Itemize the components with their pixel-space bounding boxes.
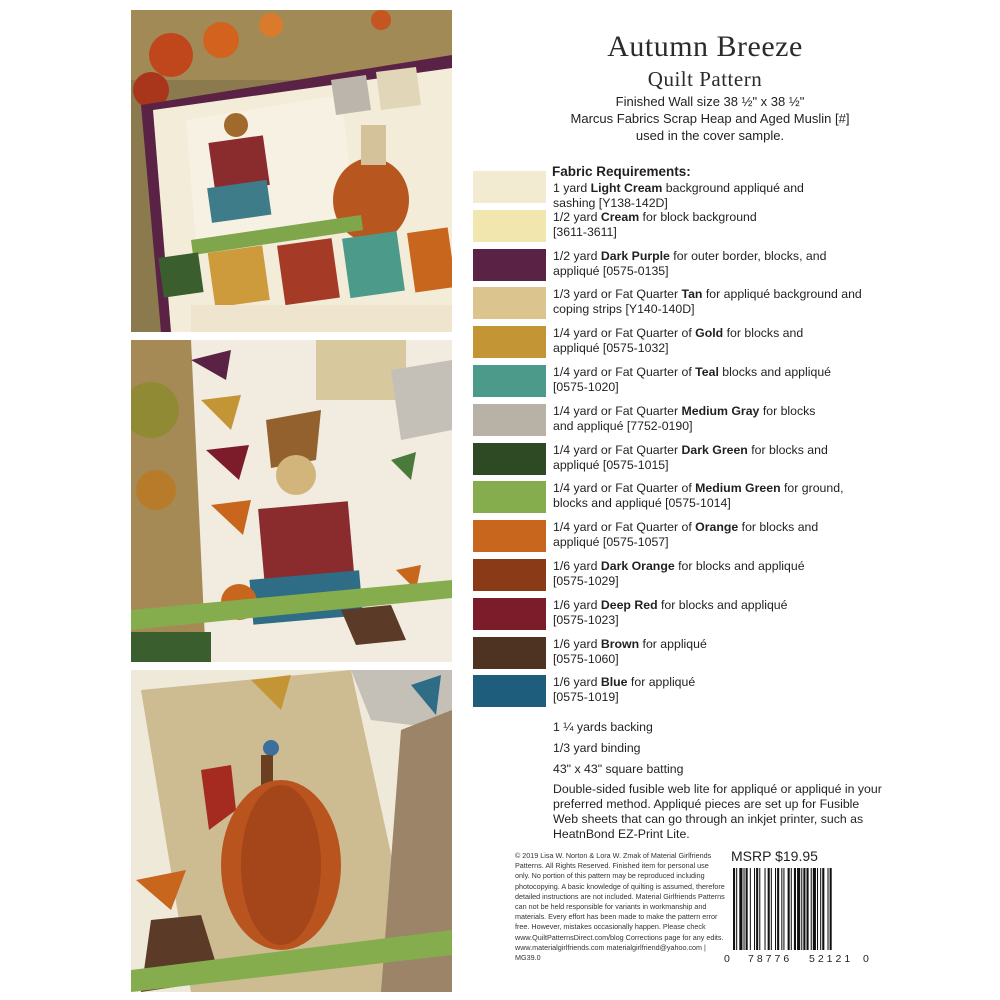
barcode — [733, 868, 861, 958]
fabric-amount: 1/4 yard or Fat Quarter of — [553, 365, 696, 379]
fabric-usage: for ground, — [780, 481, 844, 496]
fabric-usage: for blocks and appliqué — [674, 559, 805, 573]
fabric-usage-line2: blocks and appliqué [0575-1014] — [553, 496, 731, 511]
barcode-bar — [811, 868, 812, 950]
fabric-color-name: Brown — [600, 636, 640, 651]
barcode-bar — [759, 868, 760, 950]
fabric-swatch — [473, 637, 546, 669]
barcode-bar — [830, 868, 832, 950]
fabric-swatch — [473, 443, 546, 475]
barcode-bar — [744, 868, 745, 950]
barcode-digit-group-2: 52121 — [809, 953, 854, 965]
barcode-bar — [817, 868, 818, 950]
fabric-amount: 1/4 yard or Fat Quarter of — [553, 326, 696, 341]
fabric-usage: for blocks and appliqué — [657, 597, 788, 612]
fabric-usage: for block background — [639, 209, 757, 224]
barcode-bar — [807, 868, 809, 950]
barcode-bar — [803, 868, 805, 950]
barcode-bar — [736, 868, 737, 950]
fabric-usage-line2: [0575-1020] — [553, 380, 619, 394]
barcode-bar — [754, 868, 755, 950]
fabric-amount: 1/4 yard or Fat Quarter — [553, 442, 682, 457]
fabric-usage: background appliqué and — [662, 181, 804, 195]
barcode-digit-trail: 0 — [863, 953, 869, 965]
barcode-digit-group-1: 78776 — [748, 953, 793, 965]
fabric-requirement-text — [553, 326, 873, 356]
fabric-line: Marcus Fabrics Scrap Heap and Aged Muslin [#] — [570, 111, 850, 126]
fabric-swatch — [473, 210, 546, 242]
fabric-swatch — [473, 559, 546, 591]
fabric-color-name: Tan — [681, 287, 703, 302]
fabric-usage: for appliqué background and — [702, 287, 862, 302]
fabric-amount: 1 yard — [553, 181, 591, 195]
fabric-amount: 1/6 yard — [553, 597, 601, 612]
fabric-requirement-text — [553, 404, 873, 434]
fabric-requirement-text — [553, 210, 873, 240]
fabric-requirement-text — [553, 287, 873, 317]
quilt-photo-full — [131, 10, 452, 332]
finished-size: Finished Wall size 38 ½" x 38 ½" — [615, 94, 805, 109]
barcode-bar — [822, 868, 824, 950]
fabric-color-name: Medium Gray — [681, 403, 760, 418]
fabric-usage: for appliqué — [639, 636, 707, 651]
backing-requirement: 1 ¼ yards backing — [553, 720, 653, 734]
fabric-requirement-text — [553, 637, 873, 667]
fabric-swatch — [473, 404, 546, 436]
fabric-usage-line2: [0575-1023] — [553, 612, 619, 627]
fabric-color-name: Dark Green — [681, 442, 748, 457]
barcode-bar — [794, 868, 796, 950]
barcode-bar — [756, 868, 758, 950]
fabric-usage-line2: appliqué [0575-1057] — [553, 535, 669, 550]
requirements-heading: Fabric Requirements: — [552, 164, 691, 179]
fabric-requirement-text — [553, 181, 873, 211]
fabric-color-name: Deep Red — [600, 597, 658, 612]
fabric-usage-line2: sashing [Y138-142D] — [553, 196, 668, 210]
barcode-bar — [783, 868, 784, 950]
fabric-usage-line2: [3611-3611] — [553, 224, 617, 239]
barcode-bar — [813, 868, 816, 950]
fabric-color-name: Dark Purple — [600, 248, 670, 263]
fabric-requirement-text — [553, 365, 873, 395]
fabric-requirement-text — [553, 598, 873, 628]
fabric-usage: for blocks and — [723, 326, 804, 341]
fabric-amount: 1/6 yard — [553, 559, 601, 573]
fabric-swatch — [473, 365, 546, 397]
fabric-swatch — [473, 481, 546, 513]
fabric-requirement-text — [553, 675, 873, 705]
fabric-color-name: Cream — [600, 209, 640, 224]
fabric-swatch — [473, 171, 546, 203]
fabric-color-name: Light Cream — [590, 181, 663, 195]
binding-requirement: 1/3 yard binding — [553, 741, 641, 755]
barcode-bar — [781, 868, 782, 950]
fabric-swatch — [473, 326, 546, 358]
barcode-digit-lead: 0 — [724, 953, 730, 965]
pattern-title: Autumn Breeze — [607, 30, 803, 63]
fabric-usage: for blocks and — [747, 442, 828, 457]
fabric-amount: 1/2 yard — [553, 248, 601, 263]
fabric-usage: for outer border, blocks, and — [669, 248, 827, 263]
barcode-bar — [820, 868, 821, 950]
barcode-bar — [801, 868, 802, 950]
pattern-subtitle: Quilt Pattern — [647, 67, 763, 91]
barcode-bar — [777, 868, 779, 950]
quilt-photo-pumpkin-detail — [131, 670, 452, 992]
barcode-bar — [746, 868, 748, 950]
barcode-bar — [775, 868, 776, 950]
fabric-color-name: Dark Orange — [600, 559, 675, 573]
barcode-bar — [828, 868, 829, 950]
fabric-requirement-text — [553, 481, 873, 511]
fabric-usage: blocks and appliqué — [718, 365, 831, 379]
msrp-price: MSRP $19.95 — [731, 848, 818, 864]
quilt-photo-scarecrow-detail — [131, 340, 452, 662]
fabric-usage-line2: appliqué [0575-1015] — [553, 457, 669, 472]
fabric-swatch — [473, 249, 546, 281]
fabric-usage-line2: [0575-1060] — [553, 651, 619, 666]
fabric-amount: 1/2 yard — [553, 209, 601, 224]
fabric-usage-line2: [0575-1029] — [553, 574, 619, 588]
fabric-swatch — [473, 520, 546, 552]
fabric-swatch — [473, 287, 546, 319]
fabric-amount: 1/4 yard or Fat Quarter of — [553, 481, 696, 496]
fabric-usage: for blocks — [759, 403, 816, 418]
barcode-bar — [765, 868, 766, 950]
fabric-usage: for appliqué — [627, 675, 696, 690]
fabric-requirement-text — [553, 520, 873, 550]
fabric-usage-line2: appliqué [0575-1032] — [553, 341, 669, 356]
fabric-color-name: Teal — [695, 365, 719, 379]
fabric-usage-line2: [0575-1019] — [553, 690, 619, 705]
fabric-requirement-text — [553, 443, 873, 473]
fusible-web-note: Double-sided fusible web lite for appliqué or appliqué in your preferred method. Appliqué pieces are set up for Fusible Web sheets that can go through an inkjet printer, such as HeatnBond EZ-Print Lite. — [553, 782, 882, 841]
fabric-color-name: Blue — [600, 675, 628, 690]
barcode-bar — [788, 868, 790, 950]
cover-sample-note: used in the cover sample. — [635, 128, 785, 143]
fabric-usage-line2: and appliqué [7752-0190] — [553, 418, 693, 433]
fabric-color-name: Orange — [695, 520, 739, 535]
fabric-usage: for blocks and — [738, 520, 819, 535]
fabric-amount: 1/3 yard or Fat Quarter — [553, 287, 682, 302]
fabric-swatch — [473, 598, 546, 630]
barcode-bar — [750, 868, 751, 950]
fabric-usage-line2: appliqué [0575-0135] — [553, 263, 669, 278]
fabric-requirement-text — [553, 249, 873, 279]
fabric-swatch — [473, 675, 546, 707]
barcode-bar — [771, 868, 772, 950]
fabric-amount: 1/4 yard or Fat Quarter of — [553, 520, 696, 535]
fabric-usage-line2: coping strips [Y140-140D] — [553, 302, 695, 317]
copyright-notice: © 2019 Lisa W. Norton & Lora W. Zmak of Material Girlfriends Patterns. All Rights Reserved. Finished item for personal use only. No portion of this pattern may be reproduced including photocopying. A basic knowledge of quilting is assumed, therefore detailed instructions are not included. Material Girlfriends Patterns can not be held responsible for variants in workmanship and materials. Every effort has been made to make the pattern error free. However, mistakes occasionally happen. Please check www.QuiltPatternsDirect.com/blog Corrections page for any edits. www.materialgirlfriends.com materialgirlfriend@yahoo.com | MG39.0 — [515, 851, 725, 963]
barcode-bar — [739, 868, 742, 950]
fabric-amount: 1/6 yard — [553, 675, 601, 690]
fabric-amount: 1/6 yard — [553, 636, 601, 651]
fabric-color-name: Gold — [695, 326, 724, 341]
barcode-bar — [797, 868, 800, 950]
barcode-bar — [768, 868, 770, 950]
fabric-color-name: Medium Green — [695, 481, 781, 496]
fabric-requirement-text — [553, 559, 873, 589]
barcode-bar — [733, 868, 735, 950]
fabric-amount: 1/4 yard or Fat Quarter — [553, 403, 682, 418]
batting-requirement: 43" x 43" square batting — [553, 762, 684, 776]
barcode-bar — [791, 868, 792, 950]
